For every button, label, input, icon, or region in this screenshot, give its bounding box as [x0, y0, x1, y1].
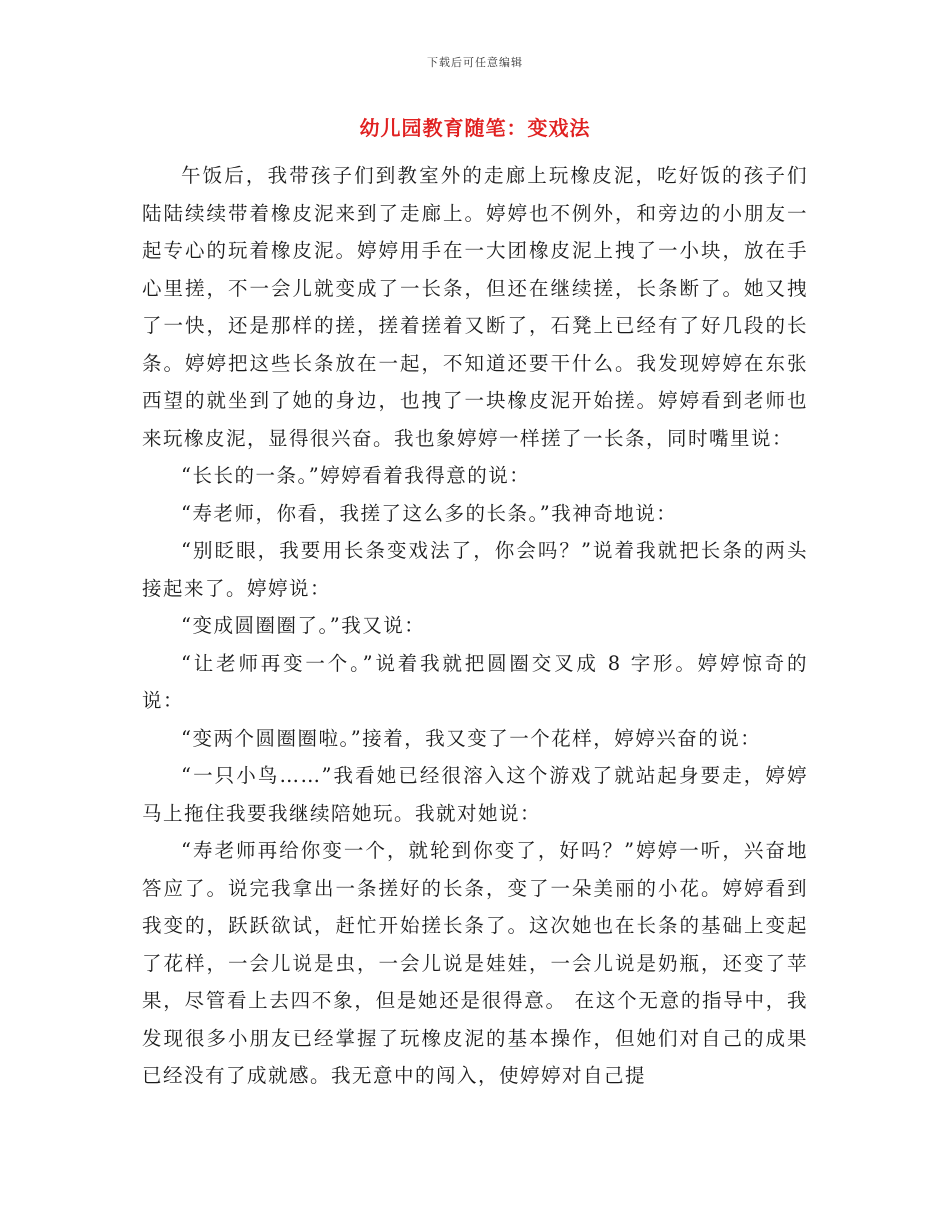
paragraph: “让老师再变一个。”说着我就把圆圈交叉成 8 字形。婷婷惊奇的说：: [142, 651, 808, 712]
document-body: [142, 157, 808, 1095]
paragraph: “一只小鸟……”我看她已经很溶入这个游戏了就站起身要走，婷婷马上拖住我要我继续陪她玩。我就对她说：: [142, 764, 808, 825]
paragraph: “变两个圆圈圈啦。”接着，我又变了一个花样，婷婷兴奋的说：: [181, 726, 762, 750]
paragraph: “变成圆圈圈了。”我又说：: [181, 614, 426, 637]
paragraph: “寿老师，你看，我搓了这么多的长条。”我神奇地说：: [181, 501, 678, 525]
paragraph: 午饭后，我带孩子们到教室外的走廊上玩橡皮泥，吃好饭的孩子们陆陆续续带着橡皮泥来到了走廊上。婷婷也不例外，和旁边的小朋友一起专心的玩着橡皮泥。婷婷用手在一大团橡皮泥上拽了一小块，放在手心里搓，不一会儿就变成了一长条，但还在继续搓，长条断了。她又拽了一快，还是那样的搓，搓着搓着又断了，石凳上已经有了好几段的长条。婷婷把这些长条放在一起，不知道还要干什么。我发现婷婷在东张西望的就坐到了她的身边，也拽了一块橡皮泥开始搓。婷婷看到老师也来玩橡皮泥，显得很兴奋。我也象婷婷一样搓了一长条，同时嘴里说：: [142, 164, 808, 450]
paragraph: “长长的一条。”婷婷看着我得意的说：: [181, 464, 531, 487]
paragraph: “别眨眼，我要用长条变戏法了，你会吗？”说着我就把长条的两头接起来了。婷婷说：: [142, 539, 808, 600]
document-title: 幼儿园教育随笔：变戏法: [359, 116, 591, 140]
page-header-note: 下载后可任意编辑: [427, 56, 523, 69]
paragraph: “寿老师再给你变一个，就轮到你变了，好吗？”婷婷一听，兴奋地答应了。说完我拿出一条搓好的长条，变了一朵美丽的小花。婷婷看到我变的，跃跃欲试，赶忙开始搓长条了。这次她也在长条的基础上变起了花样，一会儿说是虫，一会儿说是娃娃，一会儿说是奶瓶，还变了苹果，尽管看上去四不象，但是她还是很得意。 在这个无意的指导中，我发现很多小朋友已经掌握了玩橡皮泥的基本操作，但她们对自己的成果已经没有了成就感。我无意中的闯入，使婷婷对自己提: [142, 839, 808, 1087]
